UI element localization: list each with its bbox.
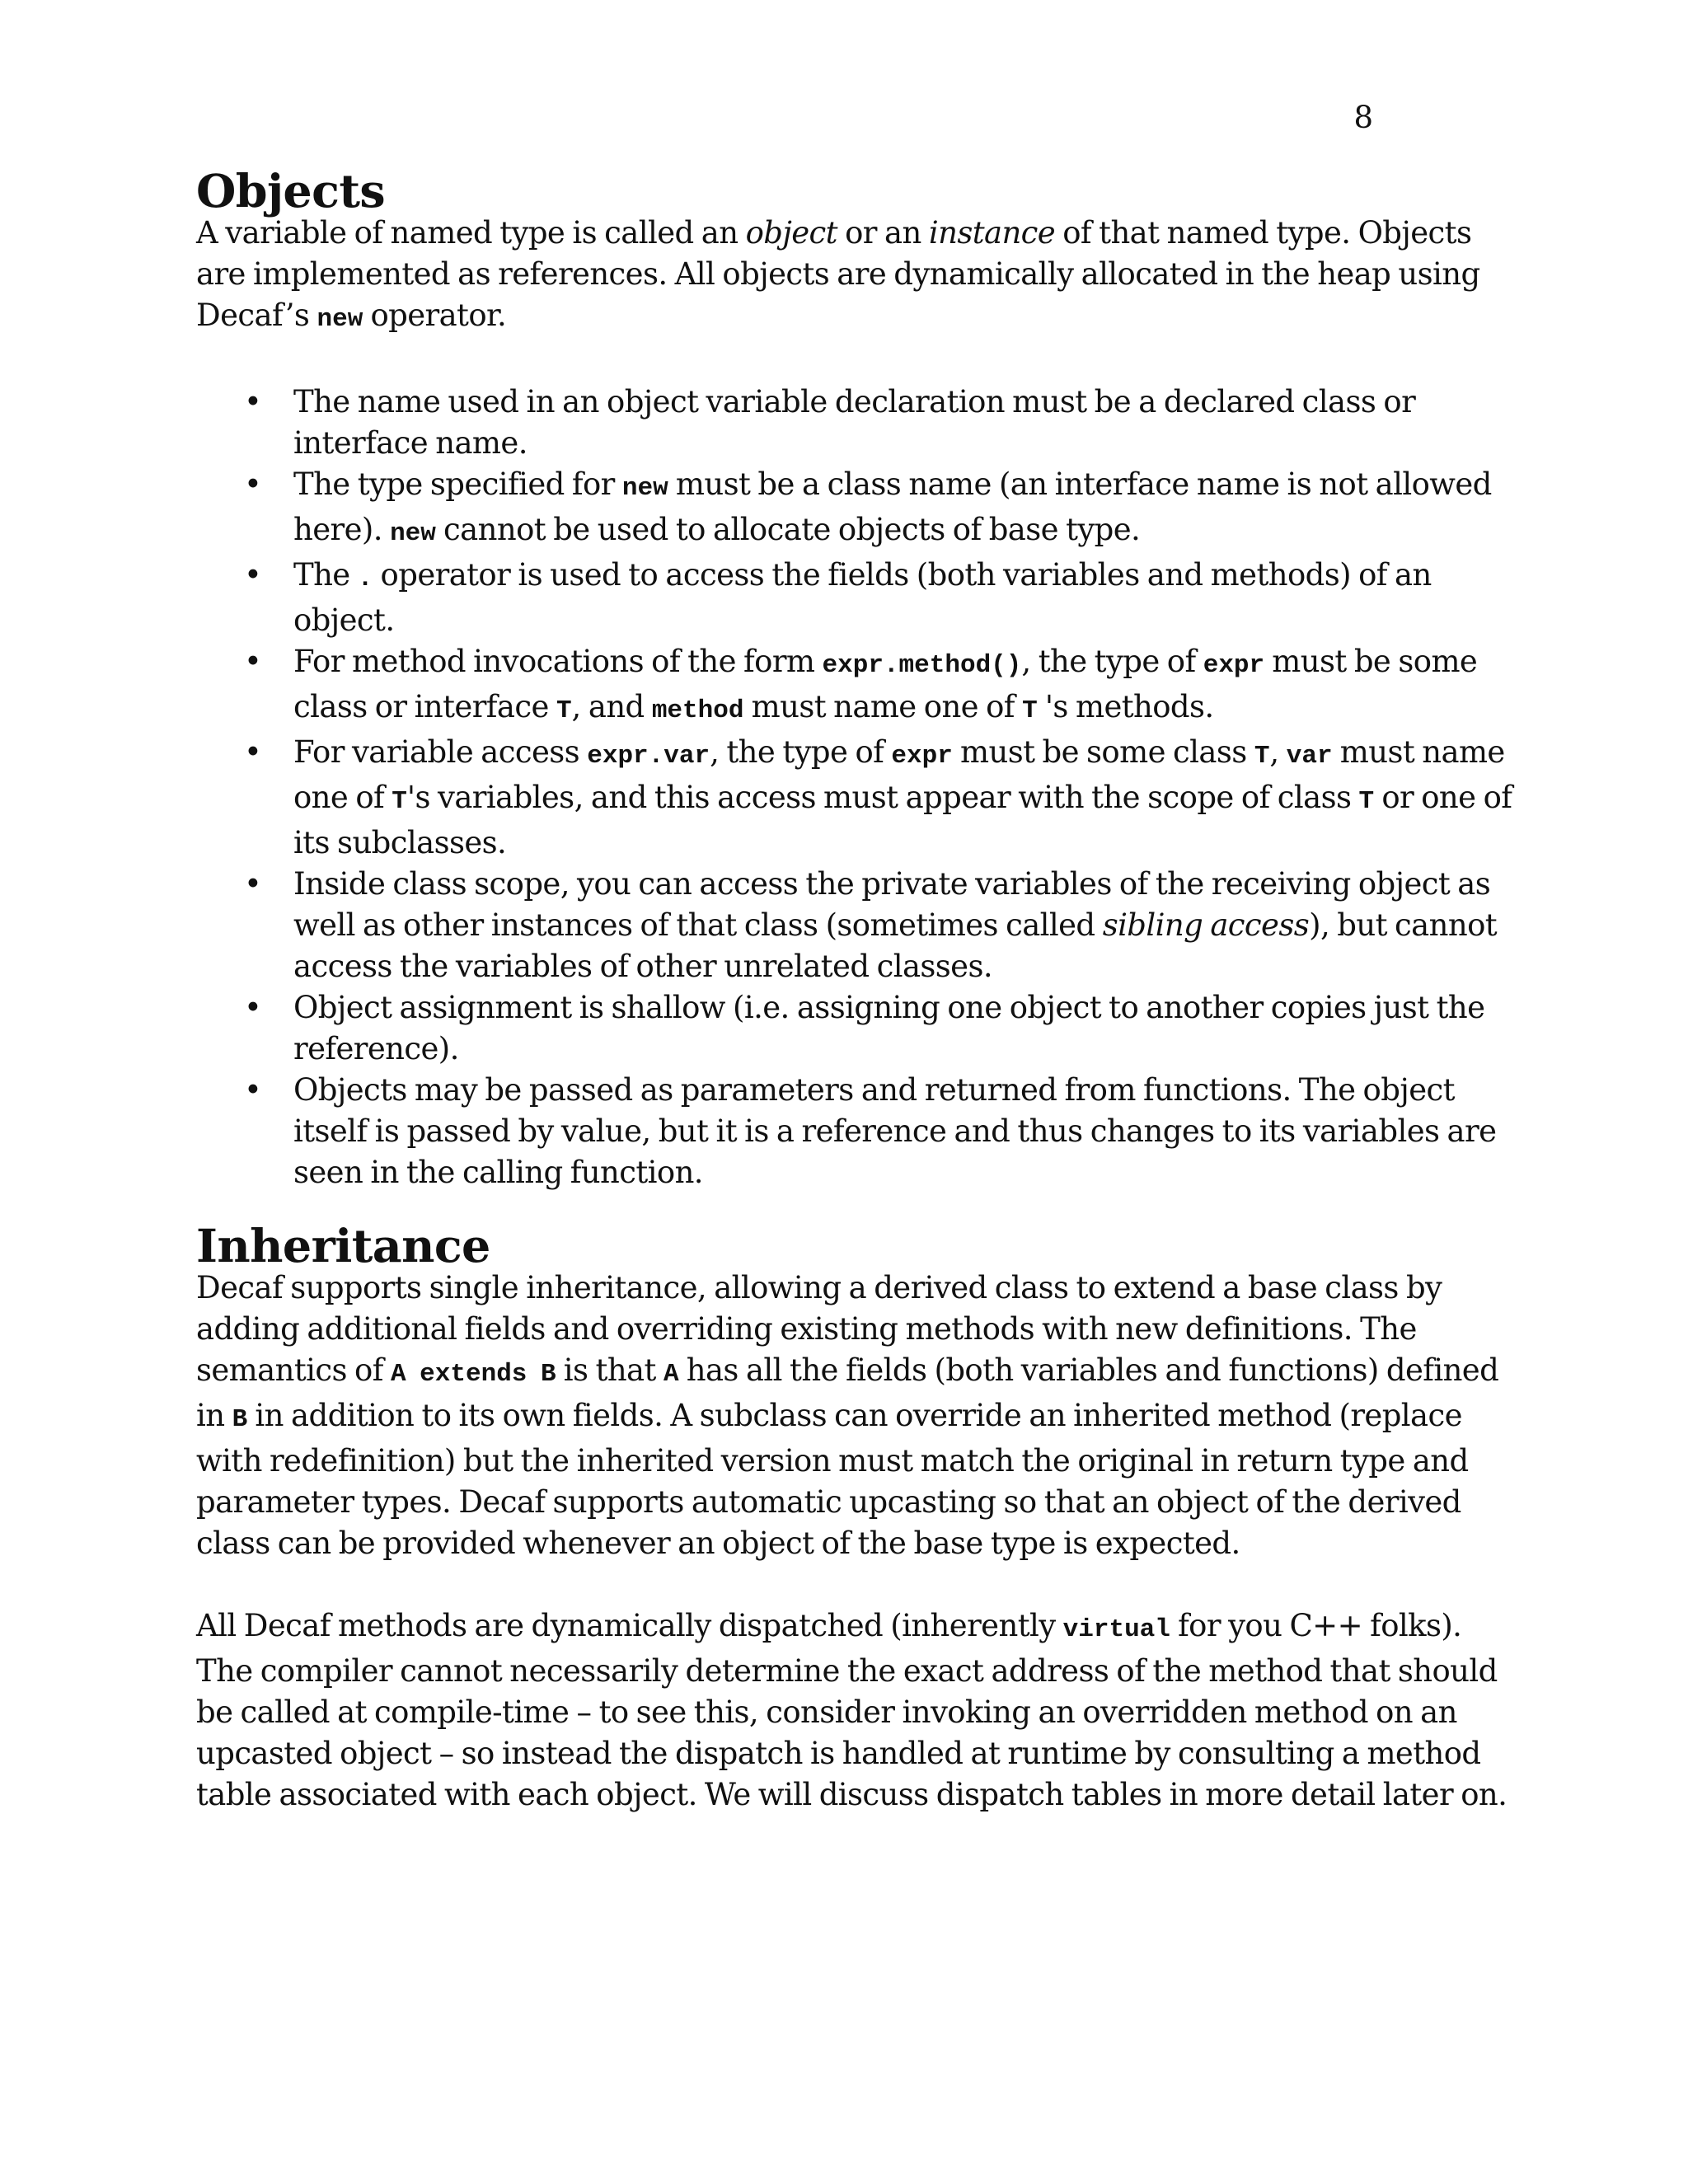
objects-intro-paragraph: A variable of named type is called an object or an instance of that named type. Objects are implemented as references. All objects are dynamically allocated in the heap using Decaf’s new operator. (196, 215, 1480, 334)
list-item-text: For variable access expr.var, the type of expr must be some class T, var must name one of T's variables, and this access must appear with the scope of class T or one of its subclasses. (293, 734, 1512, 860)
list-item-text: Inside class scope, you can access the private variables of the receiving object as well as other instances of that class (sometimes called sibling access), but cannot access the variables of other unrelated classes. (293, 866, 1498, 984)
code-term: A (663, 1360, 679, 1389)
inheritance-paragraph: Decaf supports single inheritance, allowing a derived class to extend a base class by adding additional fields and overriding existing methods with new definitions. The semantics of A extends B is that A has all the fields (both variables and functions) defined in B in addition to its own fields. A subclass can override an inherited method (replace with redefinition) but the inherited version must match the original in return type and parameter types. Decaf supports automatic upcasting so that an object of the derived class can be provided whenever an object of the base type is expected. (196, 1270, 1499, 1561)
list-item-text: Object assignment is shallow (i.e. assigning one object to another copies just the reference). (293, 990, 1485, 1066)
document-body (196, 165, 1515, 1816)
bullet-icon: • (244, 384, 262, 419)
code-term: new (390, 519, 436, 548)
list-item-text: For method invocations of the form expr.method(), the type of expr must be some class or interface T, and method must name one of T 's methods. (293, 644, 1478, 725)
emphasis-text: instance (928, 215, 1056, 251)
list-item (196, 555, 1515, 641)
list-item-text: The type specified for new must be a class name (an interface name is not allowed here). new cannot be used to allocate objects of base type. (293, 466, 1492, 548)
section-heading-inheritance: Inheritance (196, 1220, 490, 1273)
emphasis-text: object (745, 215, 837, 251)
code-term: new (316, 305, 363, 334)
section-heading-objects: Objects (196, 165, 386, 218)
list-item (196, 382, 1515, 464)
code-term: B (232, 1405, 248, 1434)
list-item (196, 732, 1515, 864)
bullet-icon: • (244, 990, 262, 1025)
list-item-text: The . operator is used to access the fields (both variables and methods) of an object. (293, 557, 1432, 638)
code-term: T (556, 696, 572, 725)
dispatch-paragraph: All Decaf methods are dynamically dispatched (inherently virtual for you C++ folks). The compiler cannot necessarily determine the exact address of the method that should be called at compile-time – to see this, consider invoking an overridden method on an upcasted object – so instead the dispatch is handled at runtime by consulting a method table associated with each object. We will discuss dispatch tables in more detail later on. (196, 1608, 1507, 1812)
code-term: T (1358, 787, 1375, 816)
emphasis-text: sibling access (1102, 907, 1310, 943)
list-item (196, 1070, 1515, 1193)
bullet-icon: • (244, 557, 262, 593)
code-term: expr (891, 742, 953, 771)
code-term: T (1022, 696, 1038, 725)
page-number: 8 (1353, 100, 1373, 135)
list-item (196, 464, 1515, 555)
bullet-icon: • (244, 1072, 262, 1108)
bullet-icon: • (244, 466, 262, 502)
code-term: expr (1203, 651, 1265, 680)
code-term: A extends B (390, 1360, 556, 1389)
bullet-icon: • (244, 866, 262, 902)
bullet-icon: • (244, 644, 262, 679)
code-term: expr.method() (822, 651, 1022, 680)
objects-rules-list (196, 382, 1515, 1193)
code-term: expr.var (587, 742, 710, 771)
code-term: new (621, 474, 668, 503)
code-term: method (651, 696, 744, 725)
list-item-text: The name used in an object variable declaration must be a declared class or interface name. (293, 384, 1416, 461)
list-item-text: Objects may be passed as parameters and returned from functions. The object itself is passed by value, but it is a reference and thus changes to its variables are seen in the calling function. (293, 1072, 1497, 1190)
code-term: virtual (1062, 1615, 1170, 1644)
code-term: T (392, 787, 407, 816)
code-term: . (357, 565, 373, 593)
list-item (196, 987, 1515, 1070)
code-term: var (1286, 742, 1333, 771)
code-term: T (1254, 742, 1270, 771)
list-item (196, 864, 1515, 987)
bullet-icon: • (244, 734, 262, 770)
list-item (196, 641, 1515, 732)
